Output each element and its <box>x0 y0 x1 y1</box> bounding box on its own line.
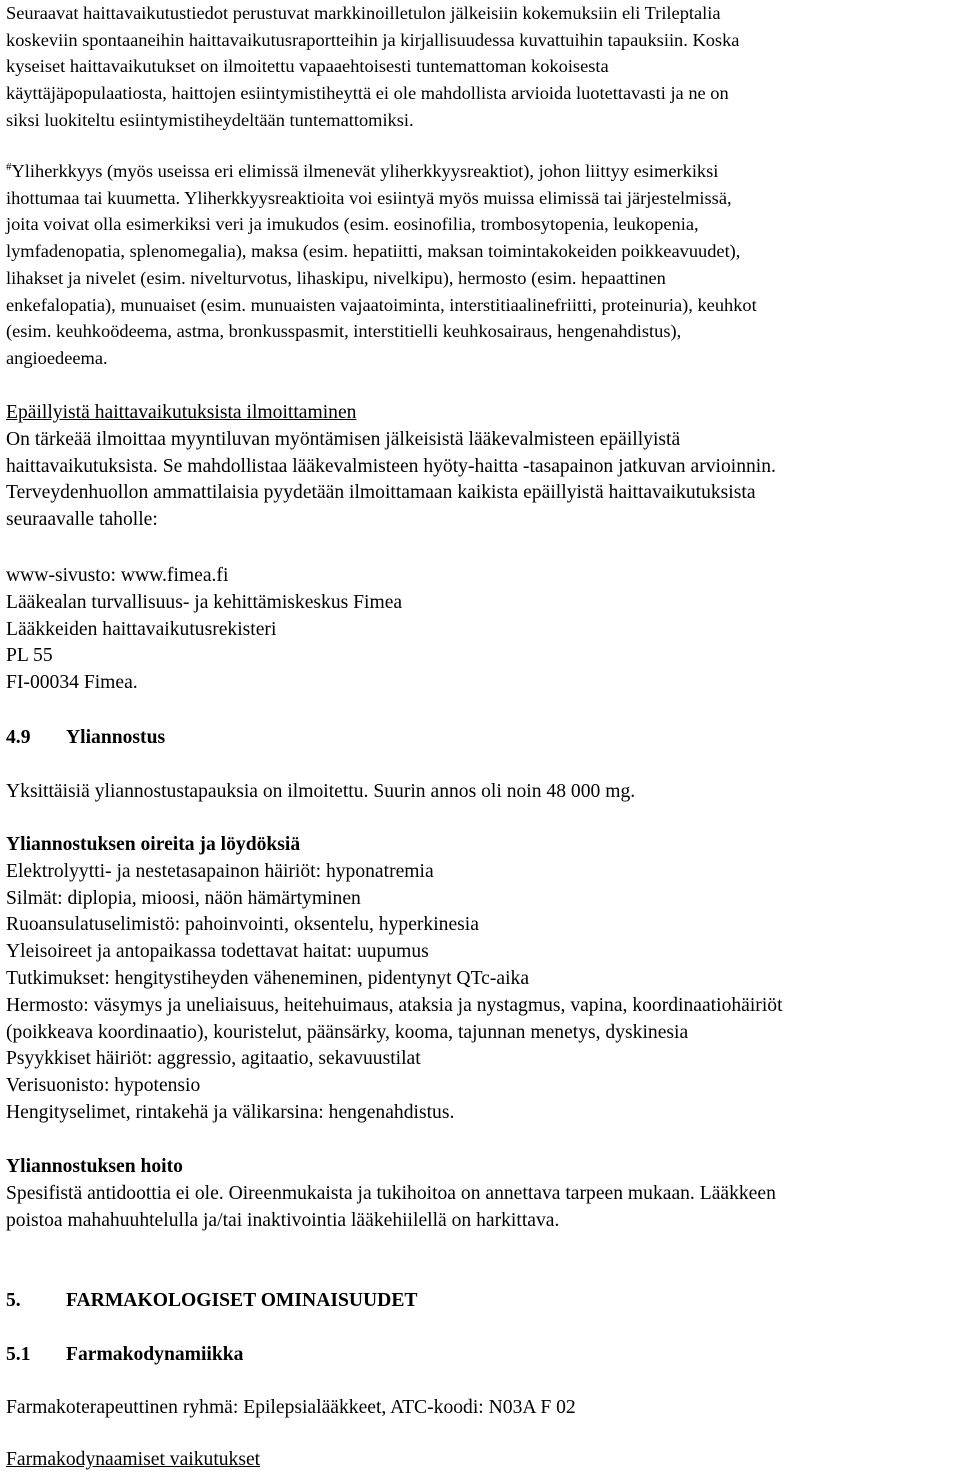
hypersensitivity-paragraph <box>6 158 954 372</box>
section-5-1-heading <box>6 1342 243 1369</box>
footnote-marker: # <box>6 160 12 173</box>
pharmacotherapeutic-group: Farmakoterapeuttinen ryhmä: Epilepsialääkkeet, ATC-koodi: N03A F 02 <box>6 1397 576 1418</box>
section-number: 4.9 <box>6 727 31 748</box>
symptom-line: Elektrolyytti- ja nestetasapainon häiriöt: hyponatremia <box>6 860 434 882</box>
reporting-heading: Epäillyistä haittavaikutuksista ilmoittaminen <box>6 402 357 423</box>
intro-line: siksi luokiteltu esiintymistiheydeltään tuntemattomiksi. <box>6 109 414 130</box>
reporting-address <box>6 563 954 697</box>
hypersensitivity-line: joita voivat olla esimerkiksi veri ja imukudos (esim. eosinofilia, trombosytopenia, leukopenia, <box>6 214 699 235</box>
overdose-text: Yksittäisiä yliannostustapauksia on ilmoitettu. Suurin annos oli noin 48 000 mg. <box>6 781 636 802</box>
symptom-line: Ruoansulatuselimistö: pahoinvointi, oksentelu, hyperkinesia <box>6 914 479 936</box>
reporting-line: On tärkeää ilmoittaa myyntiluvan myöntämisen jälkeisistä lääkevalmisteen epäillyistä <box>6 428 681 450</box>
treatment-line: poistoa mahahuuhtelulla ja/tai inaktivointia lääkehiilellä on harkittava. <box>6 1209 560 1231</box>
hypersensitivity-line: (esim. keuhkoödeema, astma, bronkusspasmit, interstitielli keuhkosairaus, hengenahdistus), <box>6 321 682 342</box>
reporting-line: seuraavalle taholle: <box>6 509 158 531</box>
address-line: FI-00034 Fimea. <box>6 672 138 694</box>
symptom-line: Psyykkiset häiriöt: aggressio, agitaatio, sekavuustilat <box>6 1048 421 1070</box>
intro-line: koskeviin spontaaneihin haittavaikutusraportteihin ja kirjallisuudessa kuvattuihin tapauksiin. Koska <box>6 29 740 50</box>
pharmacodynamic-effects-heading: Farmakodynaamiset vaikutukset <box>6 1449 261 1470</box>
hypersensitivity-line: lymfadenopatia, splenomegalia), maksa (esim. hepatiitti, maksan toimintakokeiden poikkeavuudet), <box>6 241 741 262</box>
address-line: PL 55 <box>6 645 53 667</box>
intro-line: Seuraavat haittavaikutustiedot perustuvat markkinoilletulon jälkeisiin kokemuksiin eli Trileptalia <box>6 3 721 23</box>
symptom-line: Yleisoireet ja antopaikassa todettavat haitat: uupumus <box>6 941 429 963</box>
section-title: Yliannostus <box>66 727 166 748</box>
intro-paragraph <box>6 0 954 134</box>
symptom-line: Hengityselimet, rintakehä ja välikarsina: hengenahdistus. <box>6 1101 455 1123</box>
treatment-line: Spesifistä antidoottia ei ole. Oireenmukaista ja tukihoitoa on annettava tarpeen mukaan. Lääkkeen <box>6 1182 776 1204</box>
treatment-section <box>6 1154 954 1234</box>
symptoms-heading: Yliannostuksen oireita ja löydöksiä <box>6 834 301 855</box>
address-line: Lääkkeiden haittavaikutusrekisteri <box>6 618 277 640</box>
symptom-line: Hermosto: väsymys ja uneliaisuus, heitehuimaus, ataksia ja nystagmus, vapina, koordinaatiohäiriöt <box>6 994 783 1016</box>
symptom-line: Verisuonisto: hypotensio <box>6 1075 201 1097</box>
intro-line: kyseiset haittavaikutukset on ilmoitettu vapaaehtoisesti tuntemattoman kokoisesta <box>6 56 609 77</box>
symptom-line: Silmät: diplopia, mioosi, näön hämärtyminen <box>6 887 361 909</box>
address-line: Lääkealan turvallisuus- ja kehittämiskeskus Fimea <box>6 591 403 613</box>
hypersensitivity-line: ihottumaa tai kuumetta. Yliherkkyysreaktioita voi esiintyä myös muissa elimissä tai järjestelmissä, <box>6 187 732 208</box>
intro-line: käyttäjäpopulaatiosta, haittojen esiintymistiheyttä ei ole mahdollista arvioida luotettavasti ja ne on <box>6 83 729 104</box>
section-4-9-heading <box>6 725 165 752</box>
hypersensitivity-line: Yliherkkyys (myös useissa eri elimissä ilmenevät yliherkkyysreaktiot), johon liittyy esimerkiksi <box>11 161 719 181</box>
section-5-heading <box>6 1288 417 1315</box>
hypersensitivity-line: enkefalopatia), munuaiset (esim. munuaisten vajaatoiminta, interstitiaalinefriitti, proteinuria), keuhkot <box>6 294 757 315</box>
section-title: FARMAKOLOGISET OMINAISUUDET <box>66 1290 418 1311</box>
symptom-line: Tutkimukset: hengitystiheyden väheneminen, pidentynyt QTc-aika <box>6 967 530 989</box>
section-title: Farmakodynamiikka <box>66 1344 244 1365</box>
treatment-heading: Yliannostuksen hoito <box>6 1156 183 1177</box>
section-number: 5.1 <box>6 1344 31 1365</box>
reporting-line: Terveydenhuollon ammattilaisia pyydetään ilmoittamaan kaikista epäillyistä haittavaikutuksista <box>6 482 756 504</box>
symptoms-section <box>6 832 954 1127</box>
hypersensitivity-line: angioedeema. <box>6 347 108 368</box>
symptom-line: (poikkeava koordinaatio), kouristelut, päänsärky, kooma, tajunnan menetys, dyskinesia <box>6 1021 689 1043</box>
reporting-line: haittavaikutuksista. Se mahdollistaa lääkevalmisteen hyöty-haitta -tasapainon jatkuvan arvioinnin. <box>6 455 776 477</box>
address-line: www-sivusto: www.fimea.fi <box>6 565 229 586</box>
hypersensitivity-line: lihakset ja nivelet (esim. nivelturvotus, lihaskipu, nivelkipu), hermosto (esim. hepaattinen <box>6 267 666 288</box>
reporting-section <box>6 400 954 534</box>
section-number: 5. <box>6 1290 21 1311</box>
